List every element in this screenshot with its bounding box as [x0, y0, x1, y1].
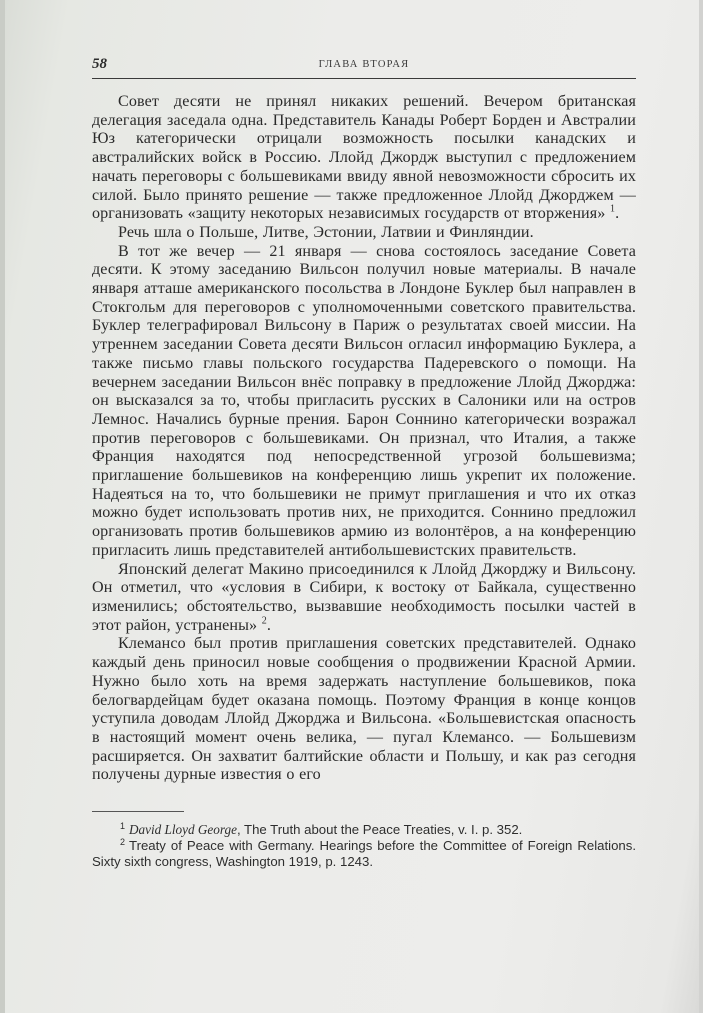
paragraph-text: Японский делегат Макино присоединился к Ллойд Джорджу и Вильсону. Он отметил, что «условия в Сибири, к востоку от Байкала, существенно изменились; обстоятельство, вызвавшие необходимость посылки частей в этот район, устранены» — [92, 560, 636, 634]
page-outer-edge — [699, 0, 703, 1013]
paragraph-tail: . — [266, 616, 272, 634]
footnote-mark: 2 — [120, 836, 126, 847]
footnote-author: David Lloyd George — [129, 822, 237, 838]
footnote-mark: 1 — [120, 820, 126, 831]
footnote-1 — [92, 822, 636, 838]
running-head — [92, 56, 636, 79]
paragraph-tail: . — [615, 205, 620, 223]
body-text — [92, 93, 636, 785]
paragraph-text: Совет десяти не принял никаких решений. Вечером британская делегация заседала одна. Представитель Канады Роберт Борден и Австралии Юз категорически отрицали возможность посылки канадских и австралийских войск в Россию. Ллойд Джордж выступил с предложением начать переговоры с большевиками ввиду явной невозможности сбросить их силой. Было принято решение — также предложенное Ллойд Джорджем — организовать «защиту некоторых независимых государств от вторжения» — [92, 93, 636, 223]
page-number: 58 — [92, 56, 107, 72]
paragraph-text: Речь шла о Польше, Литве, Эстонии, Латвии и Финляндии. — [118, 223, 534, 241]
footnote-text: , The Truth about the Peace Treaties, v. I. p. 352. — [236, 822, 523, 838]
page-binding-edge — [0, 0, 5, 1013]
paragraph-text: В тот же вечер — 21 января — снова состоялось заседание Совета десяти. К этому заседанию Вильсон получил новые материалы. В начале января атташе американского посольства в Лондоне Буклер был направлен в Стокгольм для переговоров с уполномоченными советского правительства. Буклер телеграфировал Вильсону в Париж о результатах своей миссии. На утреннем заседании Совета десяти Вильсон огласил информацию Буклера, а также письмо главы польского государства Падеревского о помощи. На вечернем заседании Вильсон внёс поправку в предложение Ллойд Джорджа: он высказался за то, чтобы пригласить русских в Салоники или на остров Лемнос. Начались бурные прения. Барон Соннино категорически возражал против переговоров с большевиками. Он признал, что Италия, а также Франция находятся под непосредственной угрозой большевизма; приглашение большевиков на конференцию лишь укрепит их положение. Надеяться на то, что большевики не примут приглашения и что их отказ можно будет использовать против них, не приходится. Соннино предложил организовать против большевиков армию из волонтёров, а на конференцию пригласить лишь представителей антибольшевистских правительств. — [92, 242, 636, 559]
footnote-2 — [92, 838, 636, 870]
chapter-title: ГЛАВА ВТОРАЯ — [318, 59, 410, 70]
footnote-divider — [92, 811, 184, 812]
paragraph — [92, 635, 636, 785]
footnote-text: Treaty of Peace with Germany. Hearings before the Committee of Foreign Relations. Sixty sixth congress, Washington 1919, p. 1243. — [92, 838, 636, 870]
footnote-reference: 1 — [610, 203, 616, 215]
paragraph — [92, 243, 636, 561]
paragraph — [92, 224, 636, 243]
paragraph — [92, 93, 636, 224]
paragraph-text: Клемансо был против приглашения советских представителей. Однако каждый день приносил новые сообщения о продвижении Красной Армии. Нужно было хоть на время задержать наступление большевиков, пока белогвардейцам будет оказана помощь. Поэтому Франция в конце концов уступила доводам Ллойд Джорджа и Вильсона. «Большевистская опасность в настоящий момент очень велика, — пугал Клемансо. — Большевизм расширяется. Он захватит балтийские области и Польшу, и как раз сегодня получены дурные известия о его — [92, 635, 636, 784]
paragraph — [92, 561, 636, 636]
book-page — [92, 56, 636, 870]
footnotes — [92, 822, 636, 870]
footnote-reference: 2 — [261, 615, 267, 627]
